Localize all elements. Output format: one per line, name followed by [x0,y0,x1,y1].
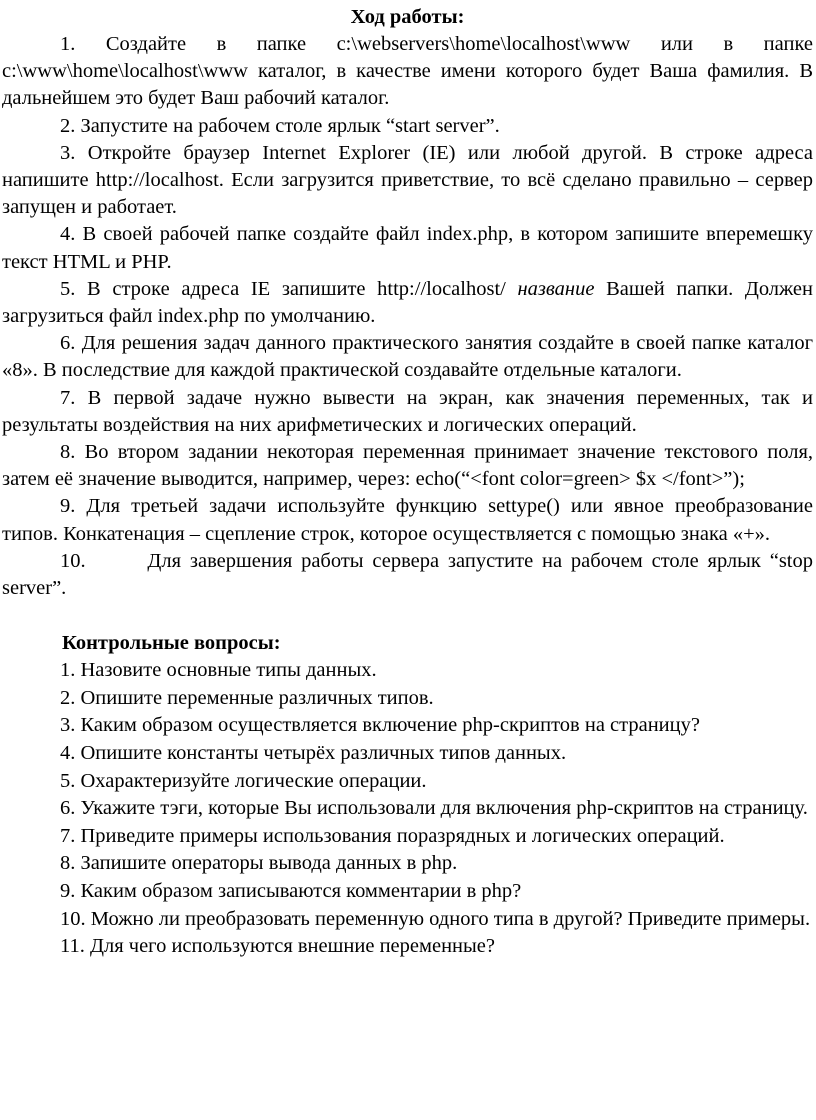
question-text: Назовите основные типы данных. [80,659,377,682]
work-step [2,493,813,547]
question-text: Можно ли преобразовать переменную одного типа в другой? Приведите примеры. [90,907,811,930]
question-text: Запишите операторы вывода данных в php. [80,852,458,875]
question-number: 4. [60,742,76,765]
step-number: 6. [60,332,76,355]
question-number: 1. [60,659,76,682]
question-number: 2. [60,686,76,709]
work-step [2,385,813,439]
step-text: В первой задаче нужно вывести на экран, как значения переменных, так и результаты воздействия на них арифметических и логических операций. [2,386,814,436]
work-step [2,113,813,140]
step-text-after: Вашей папки. Должен загрузиться файл index.php по умолчанию. [2,277,814,328]
question-item [2,657,813,685]
question-item [2,712,813,740]
question-text: Опишите переменные различных типов. [80,686,434,709]
work-steps-list [2,31,813,602]
step-text: Создайте в папке c:\webservers\home\localhost\www или в папке c:\www\home\localhost\www каталог, в качестве имени которого будет Ваша фамилия. В дальнейшем это будет Ваш рабочий каталог. [2,33,813,110]
step-number: 4. [60,223,76,246]
step-text-italic: название [517,277,595,300]
step-number: 5. [60,277,76,300]
question-text: Охарактеризуйте логические операции. [80,769,427,792]
question-text: Приведите примеры использования поразрядных и логических операций. [80,824,725,847]
question-item [2,740,813,768]
step-number: 8. [60,441,76,464]
work-step [2,330,813,384]
work-step [2,276,813,330]
step-number: 10. [60,549,86,572]
work-step [2,221,813,275]
question-text: Опишите константы четырёх различных типов данных. [80,742,567,765]
questions-list [2,657,813,961]
question-number: 11. [60,935,85,958]
step-text: В своей рабочей папке создайте файл index.php, в котором запишите вперемешку текст HTML и PHP. [2,223,814,273]
question-text: Каким образом осуществляется включение php-скриптов на страницу? [80,714,700,737]
work-step [2,439,813,493]
step-text: Запустите на рабочем столе ярлык “start server”. [80,114,500,137]
question-text: Для чего используются внешние переменные? [90,935,495,958]
step-number: 3. [60,141,76,164]
section-gap [2,602,813,630]
question-number: 8. [60,852,76,875]
question-item [2,906,813,934]
step-number: 1. [60,33,76,55]
work-step [2,140,813,222]
question-text: Укажите тэги, которые Вы использовали для включения php-скриптов на страницу. [80,797,808,820]
work-step [2,548,813,602]
question-item [2,878,813,906]
question-item [2,795,813,823]
step-number: 9. [60,495,76,518]
question-item [2,685,813,713]
question-number: 5. [60,769,76,792]
step-text: Во втором задании некоторая переменная принимает значение текстового поля, затем её значение выводится, например, через: echo(“<font color=green> $x </font>”); [2,441,813,491]
step-text: Для завершения работы сервера запустите на рабочем столе ярлык “stop server”. [2,549,813,600]
step-text: Для третьей задачи используйте функцию settype() или явное преобразование типов. Конкатенация – сцепление строк, которое осуществляется с помощью знака «+». [2,495,813,545]
question-number: 6. [60,797,76,820]
question-number: 3. [60,714,76,737]
question-number: 9. [60,880,76,903]
step-text: Откройте браузер Internet Explorer (IE) или любой другой. В строке адреса напишите http://localhost. Если загрузится приветствие, то всё сделано правильно – сервер запущен и работает. [2,141,814,219]
question-item [2,823,813,851]
question-item [2,850,813,878]
question-number: 10. [60,907,86,930]
step-number: 7. [60,386,76,409]
step-text-before: В строке адреса IE запишите http://localhost/ [87,277,518,300]
questions-heading: Контрольные вопросы: [62,632,281,655]
step-text: Для решения задач данного практического занятия создайте в своей папке каталог «8». В последствие для каждой практической создавайте отдельные каталоги. [2,332,814,382]
work-step [2,31,813,113]
question-item [2,933,813,961]
question-number: 7. [60,824,76,847]
work-heading: Ход работы: [350,6,465,28]
step-number: 2. [60,114,76,137]
question-item [2,768,813,796]
question-text: Каким образом записываются комментарии в php? [80,880,522,903]
